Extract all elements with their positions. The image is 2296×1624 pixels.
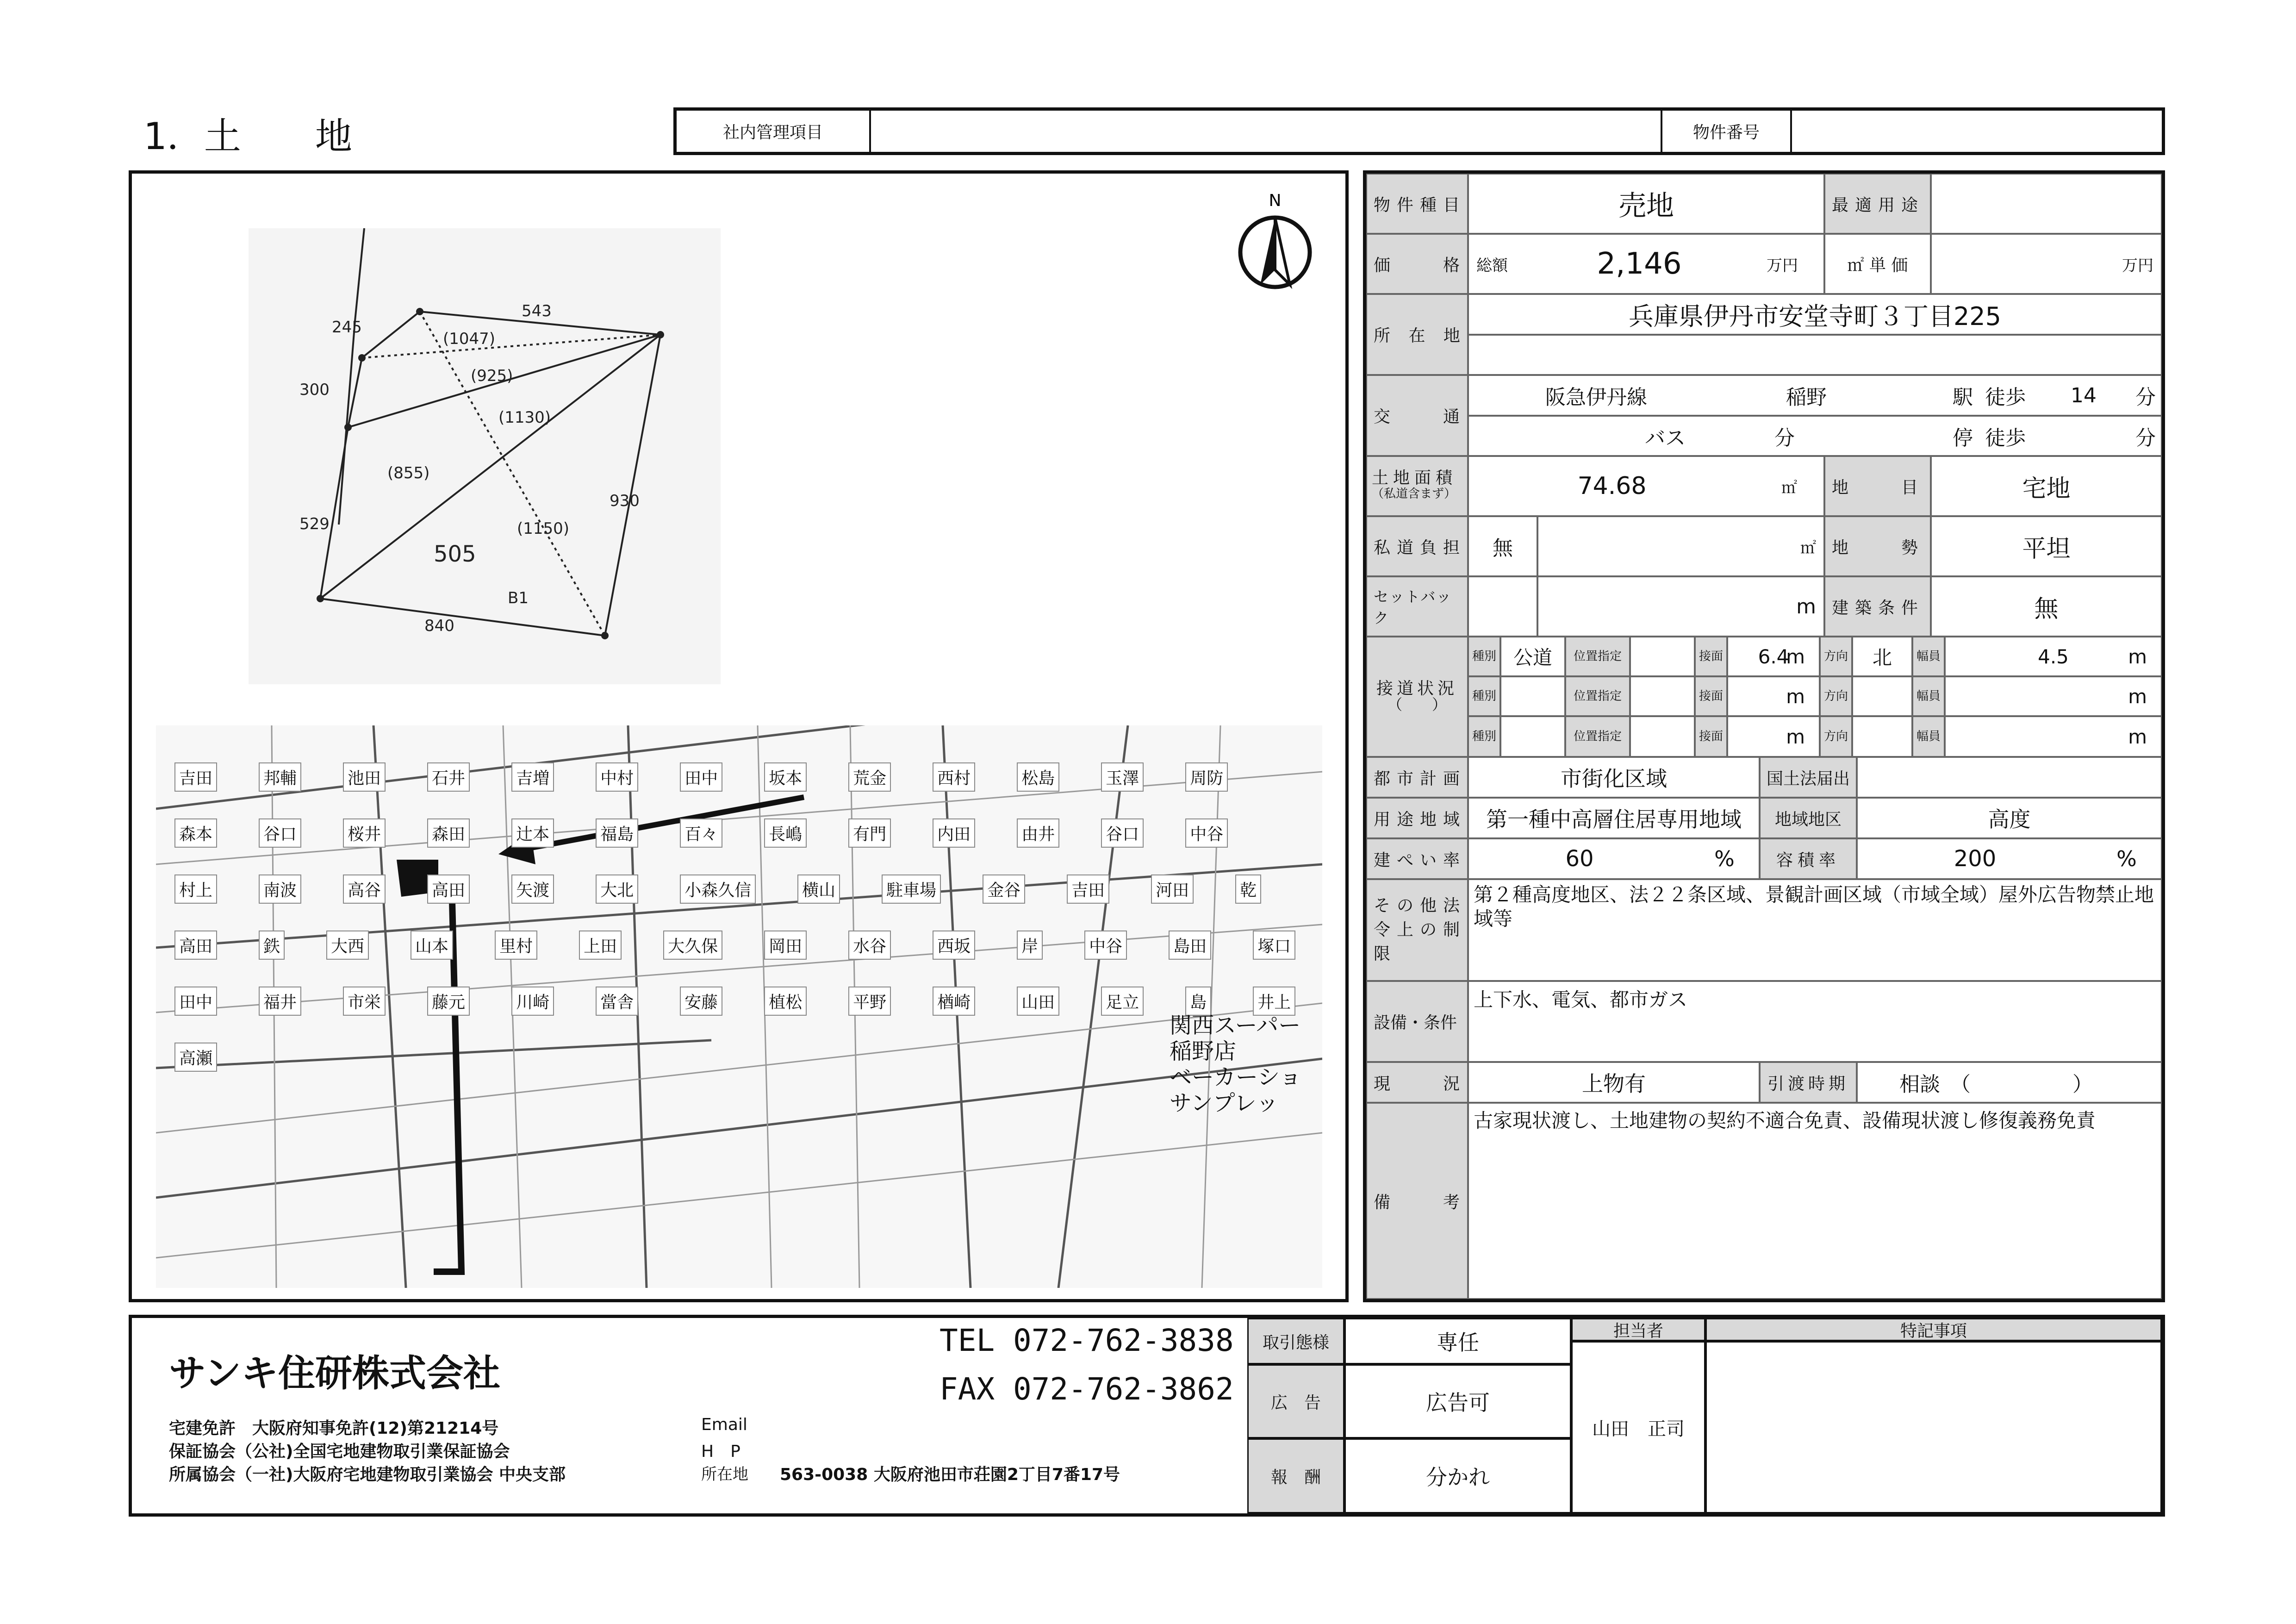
map-lot-label: 内田 (933, 818, 975, 848)
staff-value: 山田 正司 (1571, 1341, 1705, 1513)
email-label: Email (701, 1415, 747, 1434)
bcr-value: 60 (1468, 838, 1690, 879)
notes-value (1705, 1341, 2162, 1513)
map-lot-label: 岡田 (764, 931, 807, 960)
map-lot-label: 坂本 (764, 762, 807, 792)
diag-label: (1047) (443, 330, 496, 348)
map-lot-label: 塚口 (1253, 931, 1295, 960)
map-lot-label: 島田 (1169, 931, 1211, 960)
map-lot-label: 岸 (1017, 931, 1043, 960)
road-width-value (1945, 637, 2162, 676)
store-label (1170, 1012, 1301, 1116)
transit-row-train (1468, 375, 2162, 416)
address-label: 所在地 (701, 1465, 748, 1484)
map-lot-label: 荒金 (848, 762, 891, 792)
map-lot-label: 川崎 (511, 987, 554, 1016)
remarks-value: 古家現状渡し、土地建物の契約不適合免責、設備現状渡し修復義務免責 (1468, 1103, 2162, 1299)
map-lot-label: 村上 (174, 874, 217, 904)
road-pos-value (1630, 637, 1695, 676)
map-lot-label: 邦輔 (259, 762, 301, 792)
location-line2 (1468, 335, 2162, 375)
management-strip (673, 107, 2165, 155)
status-label: 現 況 (1366, 1062, 1468, 1103)
map-lot-label: 松島 (1017, 762, 1059, 792)
edge-label: 543 (522, 302, 552, 320)
road-dir-value (1852, 716, 1912, 757)
map-lot-label: 長嶋 (764, 818, 807, 848)
map-lot-label: 横山 (797, 874, 840, 904)
map-lot-label: 中谷 (1084, 931, 1127, 960)
road-label-cell (1366, 637, 1468, 757)
map-lot-label: 中谷 (1185, 818, 1228, 848)
road-width-number: 4.5 (2038, 645, 2069, 668)
map-lot-label: 吉増 (511, 762, 554, 792)
stop-suffix: 停 (1953, 426, 1973, 450)
district-value: 高度 (1857, 798, 2162, 838)
map-lot-label: 平野 (848, 987, 891, 1016)
road-unit: m (2128, 645, 2147, 668)
fax: FAX 072-762-3862 (940, 1371, 1234, 1407)
association: 所属協会（一社)大阪府宅地建物取引業協会 中央支部 (169, 1465, 566, 1484)
road-dir-value: 北 (1852, 637, 1912, 676)
deal-label: 取引態様 (1247, 1318, 1344, 1364)
map-lot-label: 高瀬 (174, 1043, 217, 1072)
total-label: 総額 (1468, 234, 1537, 294)
map-lot-label: 由井 (1017, 818, 1059, 848)
address: 563-0038 大阪府池田市荘園2丁目7番17号 (780, 1465, 1120, 1484)
notes-label: 特記事項 (1705, 1318, 2162, 1341)
map-lot-label: 西村 (933, 762, 975, 792)
id-value[interactable] (1792, 111, 2162, 152)
chimoku-label: 地 目 (1824, 456, 1931, 516)
area-unit: ㎡ (1755, 456, 1824, 516)
company-name: サンキ住研株式会社 (169, 1352, 500, 1395)
road-paren: （ ） (1387, 696, 1447, 713)
setback-label: セットバック (1366, 576, 1468, 637)
map-lot-label: 上田 (579, 931, 622, 960)
mgmt-value[interactable] (871, 111, 1662, 152)
bcr-unit: % (1690, 838, 1760, 879)
store-line: ベーカーショ (1170, 1064, 1302, 1090)
diag-label: (925) (471, 367, 513, 385)
type-label: 物件種目 (1366, 174, 1468, 234)
facility-label: 設備・条件 (1366, 981, 1468, 1062)
road-kind-label: 種別 (1468, 637, 1500, 676)
road-dir-label: 方向 (1820, 716, 1852, 757)
type-value: 売地 (1468, 174, 1824, 234)
map-lot-label: 高田 (427, 874, 470, 904)
road-unit: m (1786, 725, 1805, 748)
deal-value: 専任 (1344, 1318, 1571, 1364)
district-label: 地域地区 (1760, 798, 1857, 838)
status-value: 上物有 (1468, 1062, 1760, 1103)
store-line: 稲野店 (1170, 1038, 1237, 1064)
map-lot-label: 足立 (1101, 987, 1144, 1016)
unit-price-label: ㎡ 単 価 (1824, 234, 1931, 294)
id-label: 物件番号 (1662, 111, 1792, 152)
road-kind-value (1500, 716, 1565, 757)
other-law-label: その他法令上の制限 (1366, 879, 1468, 981)
property-details (1363, 170, 2165, 1302)
map-lot-label: 島 (1185, 987, 1211, 1016)
map-lot-label: 河田 (1151, 874, 1194, 904)
map-lot-label: 小森久信 (680, 874, 756, 904)
edge-label: 529 (299, 515, 330, 533)
map-lot-label: 安藤 (680, 987, 722, 1016)
map-lot-label: 楢崎 (933, 987, 975, 1016)
guarantee: 保証協会（公社)全国宅地建物取引業保証協会 (169, 1442, 510, 1461)
map-lot-label: 森本 (174, 818, 217, 848)
road-front-value (1727, 716, 1820, 757)
center-label: 505 (434, 541, 476, 567)
map-lot-label: 有門 (848, 818, 891, 848)
map-lot-label: 田中 (174, 987, 217, 1016)
setback-blank (1468, 576, 1537, 637)
road-pos-value (1630, 676, 1695, 716)
location-value: 兵庫県伊丹市安堂寺町３丁目225 (1468, 294, 2162, 335)
map-lot-label: 南波 (259, 874, 301, 904)
corner-label: B1 (508, 589, 529, 607)
bus-walk-label: 徒歩 (1985, 426, 2026, 450)
map-lot-label: 高谷 (343, 874, 386, 904)
edge-label: 245 (332, 318, 362, 337)
diag-label: (1150) (517, 519, 570, 538)
map-lot-label: 谷口 (259, 818, 301, 848)
road-dir-value (1852, 676, 1912, 716)
private-road-value: 無 (1468, 516, 1537, 576)
diag-label: (855) (387, 464, 430, 482)
road-unit: m (1786, 685, 1805, 708)
city-plan-label: 都市計画 (1366, 757, 1468, 798)
land-law-label: 国土法届出 (1760, 757, 1857, 798)
location-label: 所 在 地 (1366, 294, 1468, 375)
license: 宅建免許 大阪府知事免許(12)第21214号 (169, 1419, 499, 1438)
north-arrow-icon (1233, 192, 1317, 294)
map-lot-label: 山田 (1017, 987, 1059, 1016)
map-panel (129, 170, 1349, 1302)
road-front-label: 接面 (1695, 637, 1727, 676)
road-kind-value (1500, 676, 1565, 716)
map-lot-label: 當舎 (596, 987, 638, 1016)
road-pos-label: 位置指定 (1565, 637, 1630, 676)
map-lot-label: 藤元 (427, 987, 470, 1016)
map-lot-label: 中村 (596, 762, 638, 792)
store-line: 関西スーパー (1170, 1012, 1301, 1038)
map-lot-label: 大久保 (663, 931, 722, 960)
diag-label: (1130) (498, 408, 551, 427)
residential-map (156, 725, 1322, 1288)
road-width-label: 幅員 (1912, 716, 1945, 757)
map-lot-label: 森田 (427, 818, 470, 848)
map-lot-label: 辻本 (511, 818, 554, 848)
north-label: N (1269, 192, 1282, 210)
map-lot-label: 高田 (174, 931, 217, 960)
hp-label: H P (701, 1442, 740, 1461)
private-road-label: 私道負担 (1366, 516, 1468, 576)
line-name: 阪急伊丹線 (1545, 386, 1647, 409)
station-name: 稲野 (1786, 386, 1827, 409)
unit-price-unit: 万円 (1931, 234, 2162, 294)
bcr-label: 建ぺい率 (1366, 838, 1468, 879)
road-kind-label: 種別 (1468, 716, 1500, 757)
far-label: 容積率 (1760, 838, 1857, 879)
road-front-label: 接面 (1695, 676, 1727, 716)
map-lot-label: 矢渡 (511, 874, 554, 904)
fee-label: 報 酬 (1247, 1438, 1344, 1513)
road-unit: m (1786, 645, 1805, 668)
private-road-unit: ㎡ (1537, 516, 1824, 576)
road-kind-value: 公道 (1500, 637, 1565, 676)
map-lot-label: 福井 (259, 987, 301, 1016)
road-width-value (1945, 716, 2162, 757)
map-lot-label: 里村 (495, 931, 537, 960)
handover-label: 引渡時期 (1760, 1062, 1857, 1103)
map-lot-label: 井上 (1253, 987, 1295, 1016)
map-lot-label: 大北 (596, 874, 638, 904)
map-lot-label: 大西 (326, 931, 369, 960)
tel[interactable]: TEL 072-762-3838 (940, 1323, 1234, 1358)
map-lot-label: 乾 (1235, 874, 1261, 904)
map-lot-label: 周防 (1185, 762, 1228, 792)
edge-label: 300 (299, 381, 330, 399)
road-front-number: 6.4 (1758, 645, 1789, 668)
terrain-value: 平坦 (1931, 516, 2162, 576)
area-note: （私道含まず） (1372, 487, 1456, 501)
map-lot-label: 百々 (680, 818, 722, 848)
best-use-label: 最適用途 (1824, 174, 1931, 234)
map-lot-label: 鉄 (259, 931, 285, 960)
building-cond-label: 建築条件 (1824, 576, 1931, 637)
zoning-value: 第一種中高層住居専用地域 (1468, 798, 1760, 838)
land-law-value (1857, 757, 2162, 798)
road-pos-label: 位置指定 (1565, 716, 1630, 757)
far-value: 200 (1857, 838, 2092, 879)
area-value: 74.68 (1468, 456, 1755, 516)
road-label: 接道状況 (1376, 679, 1458, 698)
ad-value: 広告可 (1344, 1364, 1571, 1438)
map-lot-label: 福島 (596, 818, 638, 848)
map-lot-label: 吉田 (1067, 874, 1109, 904)
page-title: 1．土 地 (143, 115, 352, 158)
price-value: 2,146 (1537, 234, 1741, 294)
road-unit: m (2128, 685, 2147, 708)
map-lot-label: 西坂 (933, 931, 975, 960)
area-label: 土地面積 (1372, 468, 1457, 487)
bus-minute-unit: 分 (1774, 426, 1795, 450)
map-lot-label: 石井 (427, 762, 470, 792)
station-suffix: 駅 (1953, 386, 1973, 409)
building-cond-value: 無 (1931, 576, 2162, 637)
company-footer (129, 1315, 2165, 1517)
far-unit: % (2092, 838, 2162, 879)
road-width-label: 幅員 (1912, 676, 1945, 716)
transit-row-bus (1468, 416, 2162, 456)
price-unit: 万円 (1741, 234, 1824, 294)
road-unit: m (2128, 725, 2147, 748)
map-lot-label: 駐車場 (882, 874, 941, 904)
walk-minutes: 14 (2071, 383, 2097, 407)
best-use-value (1931, 174, 2162, 234)
map-lot-label: 吉田 (174, 762, 217, 792)
transit-label: 交 通 (1366, 375, 1468, 456)
road-dir-label: 方向 (1820, 676, 1852, 716)
map-lot-label: 池田 (343, 762, 386, 792)
road-pos-value (1630, 716, 1695, 757)
other-law-value: 第２種高度地区、法２２条区域、景観計画区域（市域全域）屋外広告物禁止地域等 (1468, 879, 2162, 981)
map-lot-label: 桜井 (343, 818, 386, 848)
remarks-label: 備 考 (1366, 1103, 1468, 1299)
walk-label: 徒歩 (1985, 386, 2026, 409)
map-lot-label: 田中 (680, 762, 722, 792)
bus-label: バス (1645, 426, 1686, 450)
road-pos-label: 位置指定 (1565, 676, 1630, 716)
map-lot-label: 玉澤 (1101, 762, 1144, 792)
map-lot-label: 植松 (764, 987, 807, 1016)
price-label: 価 格 (1366, 234, 1468, 294)
road-width-label: 幅員 (1912, 637, 1945, 676)
fee-value: 分かれ (1344, 1438, 1571, 1513)
setback-unit: m (1537, 576, 1824, 637)
minute-unit: 分 (2135, 386, 2156, 409)
store-line: サンプレッ (1170, 1090, 1279, 1116)
map-lot-label: 山本 (411, 931, 453, 960)
survey-sketch (249, 228, 721, 684)
terrain-label: 地 勢 (1824, 516, 1931, 576)
ad-label: 広 告 (1247, 1364, 1344, 1438)
road-rows (1468, 637, 2162, 757)
map-lot-label: 金谷 (983, 874, 1025, 904)
mgmt-label: 社内管理項目 (677, 111, 871, 152)
facility-value: 上下水、電気、都市ガス (1468, 981, 2162, 1062)
map-lot-label: 市栄 (343, 987, 386, 1016)
road-kind-label: 種別 (1468, 676, 1500, 716)
map-lot-label: 水谷 (848, 931, 891, 960)
chimoku-value: 宅地 (1931, 456, 2162, 516)
road-front-value (1727, 676, 1820, 716)
area-label-cell (1366, 456, 1468, 516)
city-plan-value: 市街化区域 (1468, 757, 1760, 798)
edge-label: 930 (610, 492, 640, 510)
map-labels (174, 762, 1304, 1272)
staff-label: 担当者 (1571, 1318, 1705, 1341)
zoning-label: 用途地域 (1366, 798, 1468, 838)
edge-label: 840 (424, 617, 454, 635)
map-lot-label: 谷口 (1101, 818, 1144, 848)
bus-walk-unit: 分 (2135, 426, 2156, 450)
road-front-value (1727, 637, 1820, 676)
road-front-label: 接面 (1695, 716, 1727, 757)
road-width-value (1945, 676, 2162, 716)
handover-value: 相談 （ ） (1857, 1062, 2162, 1103)
road-dir-label: 方向 (1820, 637, 1852, 676)
